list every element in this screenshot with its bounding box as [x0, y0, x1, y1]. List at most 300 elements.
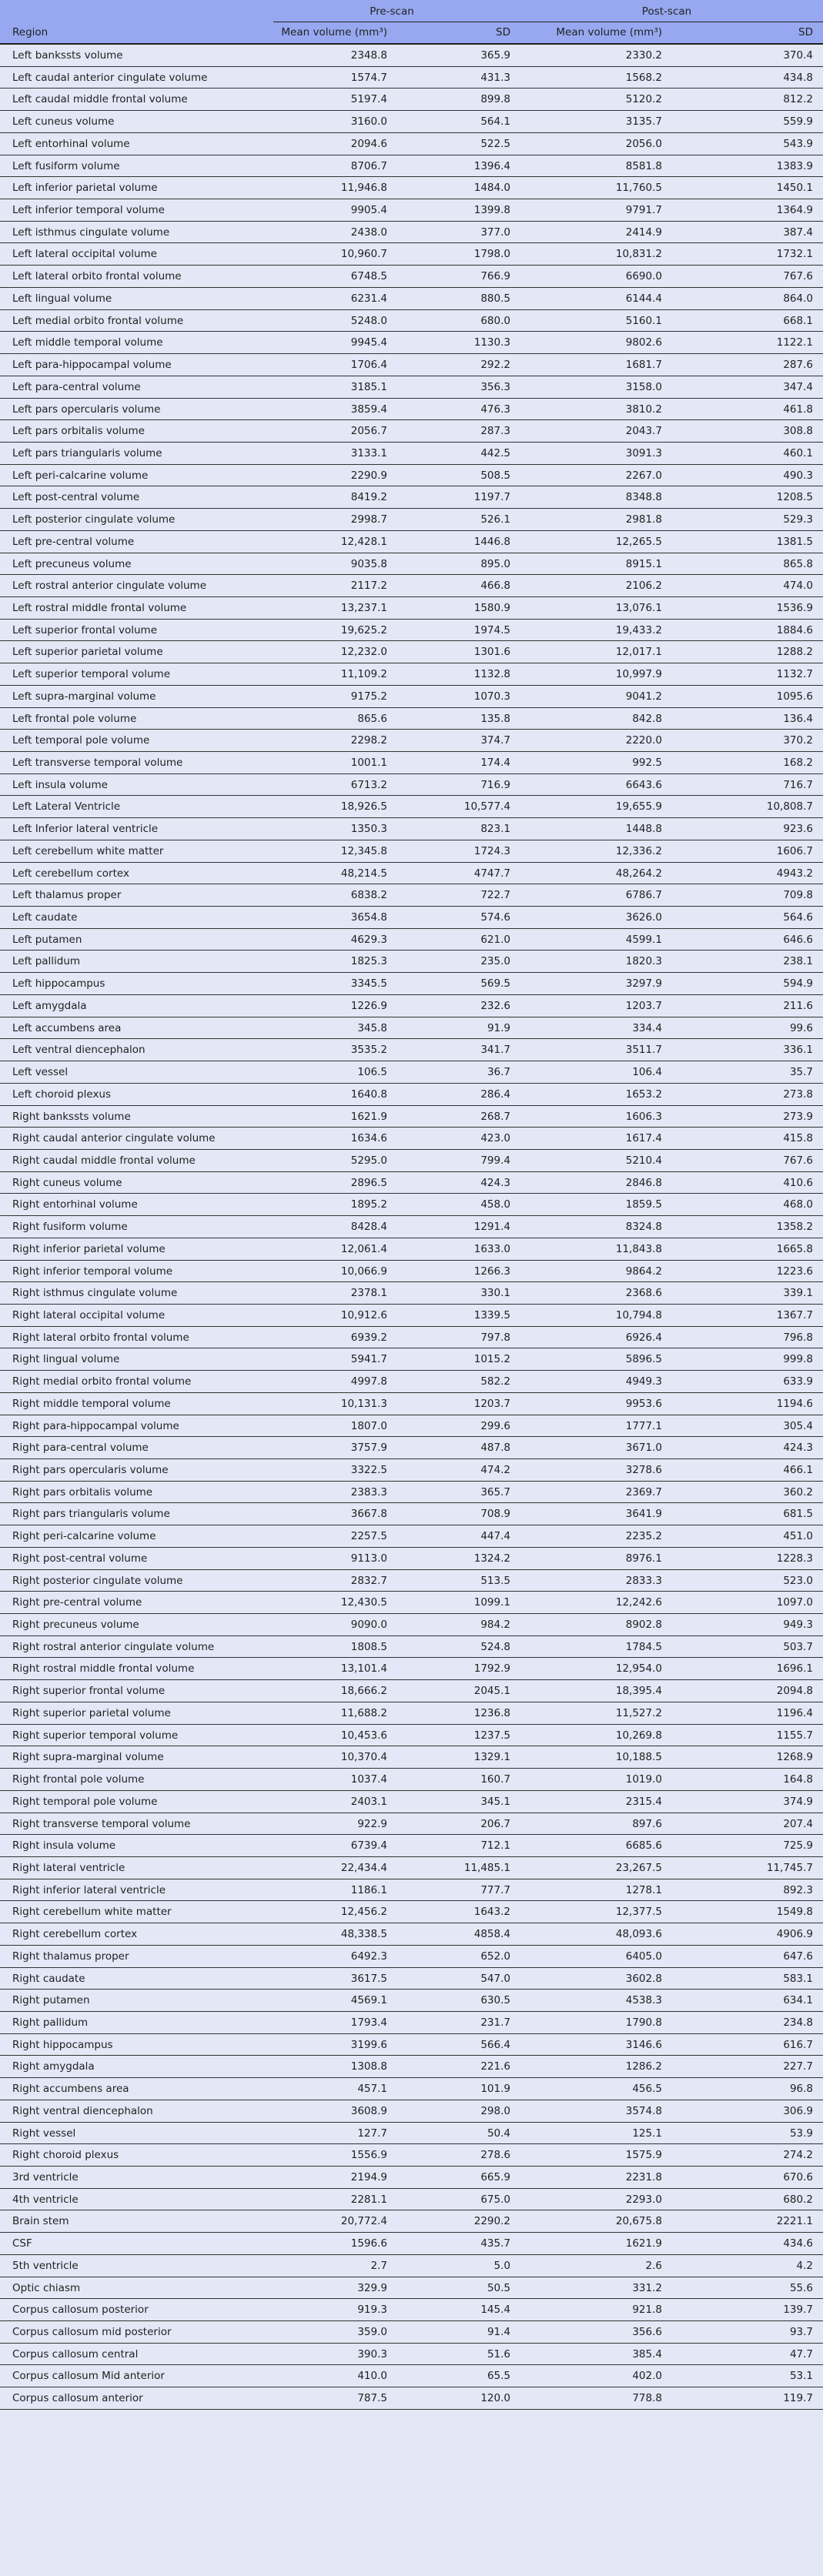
pre-sd-cell: 424.3: [480, 1176, 510, 1189]
pre-sd-cell: 299.6: [480, 1419, 510, 1432]
table-row: [0, 1658, 823, 1680]
table-row: [0, 1548, 823, 1570]
region-cell: Left bankssts volume: [12, 49, 123, 62]
post-sd-cell: 99.6: [789, 1021, 813, 1034]
pre-mean-cell: 9945.4: [350, 336, 387, 349]
post-mean-cell: 2315.4: [625, 1795, 662, 1808]
post-mean-cell: 1790.8: [625, 2016, 662, 2029]
post-sd-cell: 287.6: [783, 359, 813, 372]
region-cell: Left inferior parietal volume: [12, 182, 158, 195]
post-mean-cell: 402.0: [632, 2370, 662, 2383]
post-mean-cell: 1784.5: [625, 1640, 662, 1653]
pre-sd-cell: 1396.4: [473, 159, 510, 172]
region-cell: Left post-central volume: [12, 491, 140, 504]
pre-mean-cell: 1621.9: [350, 1110, 387, 1123]
pre-sd-cell: 1070.3: [473, 690, 510, 703]
post-sd-cell: 1358.2: [776, 1221, 813, 1234]
pre-sd-cell: 50.4: [487, 2127, 510, 2140]
pre-mean-cell: 2194.9: [350, 2171, 387, 2183]
region-cell: Left frontal pole volume: [12, 712, 137, 725]
post-mean-cell: 6144.4: [625, 292, 662, 305]
post-sd-cell: 139.7: [783, 2304, 813, 2317]
post-mean-cell: 1019.0: [625, 1773, 662, 1786]
pre-sd-cell: 899.8: [480, 93, 510, 106]
post-sd-cell: 681.5: [783, 1508, 813, 1521]
pre-mean-cell: 2403.1: [350, 1795, 387, 1808]
pre-sd-cell: 145.4: [480, 2304, 510, 2317]
table-row: [0, 354, 823, 376]
region-cell: Left amygdala: [12, 999, 87, 1012]
pre-sd-cell: 513.5: [480, 1574, 510, 1587]
post-mean-cell: 10,188.5: [615, 1751, 662, 1764]
pre-mean-cell: 3322.5: [350, 1464, 387, 1476]
post-sd-cell: 466.1: [783, 1464, 813, 1476]
region-cell: Left caudal anterior cingulate volume: [12, 71, 208, 84]
region-cell: Corpus callosum central: [12, 2347, 139, 2360]
region-cell: Right para-hippocampal volume: [12, 1419, 179, 1432]
post-mean-cell: 1859.5: [625, 1198, 662, 1211]
post-mean-cell: 11,843.8: [615, 1242, 662, 1255]
region-cell: Right lingual volume: [12, 1353, 120, 1366]
pre-mean-cell: 1706.4: [350, 359, 387, 372]
pre-mean-cell: 3608.9: [350, 2104, 387, 2117]
region-cell: Right transverse temporal volume: [12, 1817, 191, 1830]
post-mean-cell: 6405.0: [625, 1950, 662, 1963]
pre-sd-cell: 365.9: [480, 49, 510, 62]
pre-mean-cell: 11,109.2: [340, 668, 387, 681]
pre-sd-cell: 206.7: [480, 1817, 510, 1830]
pre-sd-cell: 10,577.4: [463, 800, 510, 814]
post-sd-cell: 207.4: [783, 1817, 813, 1830]
pre-sd-cell: 766.9: [480, 270, 510, 283]
pre-mean-cell: 787.5: [357, 2392, 387, 2405]
post-mean-cell: 3810.2: [625, 403, 662, 416]
table-row: [0, 575, 823, 597]
table-row: [0, 1570, 823, 1592]
region-cell: Left isthmus cingulate volume: [12, 226, 170, 239]
table-row: [0, 1746, 823, 1769]
post-sd-cell: 4906.9: [776, 1928, 813, 1941]
table-row: [0, 2255, 823, 2277]
region-cell: Left rostral anterior cingulate volume: [12, 580, 207, 593]
table-row: [0, 1150, 823, 1172]
post-mean-cell: 1621.9: [625, 2237, 662, 2250]
table-row: [0, 1636, 823, 1659]
pre-mean-cell: 12,456.2: [340, 1906, 387, 1919]
post-sd-cell: 1095.6: [776, 690, 813, 703]
pre-mean-cell: 8428.4: [350, 1221, 387, 1234]
table-row: [0, 863, 823, 885]
table-row: [0, 1482, 823, 1504]
pre-mean-cell: 2290.9: [350, 469, 387, 482]
pre-sd-cell: 621.0: [480, 933, 510, 946]
pre-mean-cell: 9090.0: [350, 1619, 387, 1632]
table-row: [0, 1305, 823, 1327]
pre-sd-cell: 4858.4: [473, 1928, 510, 1941]
table-row: [0, 1680, 823, 1702]
post-mean-cell: 1606.3: [625, 1110, 662, 1123]
pre-mean-cell: 9175.2: [350, 690, 387, 703]
table-row: [0, 486, 823, 509]
pre-mean-cell: 6492.3: [350, 1950, 387, 1963]
pre-mean-cell: 8419.2: [350, 491, 387, 504]
post-sd-cell: 2221.1: [776, 2215, 813, 2228]
pre-mean-cell: 6838.2: [350, 889, 387, 902]
table-row: [0, 2167, 823, 2189]
pre-mean-cell: 12,428.1: [340, 535, 387, 548]
post-mean-column-header: Mean volume (mm³): [556, 26, 662, 38]
region-cell: Left lingual volume: [12, 292, 112, 305]
table-row: [0, 1039, 823, 1061]
post-mean-cell: 331.2: [632, 2281, 662, 2294]
post-sd-cell: 234.8: [783, 2016, 813, 2029]
table-row: [0, 1415, 823, 1438]
region-cell: Right caudal anterior cingulate volume: [12, 1132, 216, 1145]
region-cell: Left ventral diencephalon: [12, 1044, 146, 1057]
post-sd-cell: 11,745.7: [766, 1861, 813, 1874]
region-cell: Corpus callosum mid posterior: [12, 2326, 172, 2339]
pre-mean-cell: 11,688.2: [340, 1706, 387, 1719]
post-mean-cell: 12,336.2: [615, 844, 662, 857]
post-mean-cell: 10,794.8: [615, 1308, 662, 1321]
pre-mean-cell: 390.3: [357, 2347, 387, 2360]
region-cell: Right inferior lateral ventricle: [12, 1883, 166, 1896]
post-sd-cell: 1367.7: [776, 1308, 813, 1321]
pre-mean-cell: 127.7: [357, 2127, 387, 2140]
pre-mean-cell: 2257.5: [350, 1530, 387, 1543]
table-row: [0, 199, 823, 222]
post-sd-cell: 767.6: [783, 270, 813, 283]
pre-sd-cell: 547.0: [480, 1972, 510, 1985]
post-mean-cell: 3297.9: [625, 977, 662, 991]
post-mean-cell: 2368.6: [625, 1287, 662, 1300]
post-sd-cell: 668.1: [783, 314, 813, 327]
table-row: [0, 2144, 823, 2167]
pre-mean-cell: 1186.1: [350, 1883, 387, 1896]
region-cell: Left medial orbito frontal volume: [12, 314, 184, 327]
table-row: [0, 1835, 823, 1857]
pre-mean-cell: 2832.7: [350, 1574, 387, 1587]
region-cell: Right rostral middle frontal volume: [12, 1662, 195, 1676]
pre-mean-cell: 2056.7: [350, 425, 387, 438]
post-sd-cell: 370.2: [783, 734, 813, 747]
post-sd-cell: 1288.2: [776, 646, 813, 659]
table-row: [0, 907, 823, 929]
pre-sd-cell: 680.0: [480, 314, 510, 327]
region-cell: Left posterior cingulate volume: [12, 513, 176, 526]
pre-sd-cell: 665.9: [480, 2171, 510, 2183]
pre-mean-cell: 6939.2: [350, 1331, 387, 1344]
post-sd-cell: 370.4: [783, 49, 813, 62]
region-cell: Left fusiform volume: [12, 159, 120, 172]
pre-mean-cell: 4569.1: [350, 1994, 387, 2007]
table-row: [0, 420, 823, 443]
post-mean-cell: 2330.2: [625, 49, 662, 62]
pre-sd-cell: 160.7: [480, 1773, 510, 1786]
pre-sd-cell: 174.4: [480, 757, 510, 769]
post-sd-cell: 812.2: [783, 93, 813, 106]
pre-sd-cell: 474.2: [480, 1464, 510, 1476]
table-row: [0, 288, 823, 310]
post-sd-cell: 273.8: [783, 1088, 813, 1101]
region-cell: Right precuneus volume: [12, 1619, 139, 1632]
pre-mean-cell: 48,338.5: [340, 1928, 387, 1941]
table-row: [0, 1282, 823, 1305]
post-mean-cell: 992.5: [632, 757, 662, 769]
pre-mean-cell: 6231.4: [350, 292, 387, 305]
table-row: [0, 686, 823, 708]
pre-sd-cell: 880.5: [480, 292, 510, 305]
table-row: [0, 1459, 823, 1482]
post-mean-cell: 1777.1: [625, 1419, 662, 1432]
post-sd-cell: 347.4: [783, 380, 813, 393]
pre-mean-cell: 5248.0: [350, 314, 387, 327]
pre-mean-cell: 10,960.7: [340, 248, 387, 261]
post-mean-cell: 19,655.9: [615, 800, 662, 814]
table-row: [0, 2299, 823, 2321]
pre-mean-cell: 106.5: [357, 1066, 387, 1079]
post-mean-cell: 6643.6: [625, 778, 662, 791]
post-sd-cell: 238.1: [783, 955, 813, 968]
pre-mean-cell: 13,101.4: [340, 1662, 387, 1676]
pre-mean-cell: 3757.9: [350, 1442, 387, 1455]
table-row: [0, 2344, 823, 2366]
region-cell: Corpus callosum posterior: [12, 2304, 149, 2317]
pre-mean-cell: 2094.6: [350, 137, 387, 150]
pre-mean-cell: 6739.4: [350, 1839, 387, 1853]
pre-sd-cell: 722.7: [480, 889, 510, 902]
post-sd-cell: 1223.6: [776, 1265, 813, 1278]
post-mean-cell: 19,433.2: [615, 623, 662, 636]
post-sd-cell: 211.6: [783, 999, 813, 1012]
post-mean-cell: 4599.1: [625, 933, 662, 946]
post-sd-cell: 35.7: [789, 1066, 813, 1079]
post-sd-cell: 709.8: [783, 889, 813, 902]
region-cell: Right pars opercularis volume: [12, 1464, 169, 1476]
pre-sd-cell: 120.0: [480, 2392, 510, 2405]
table-row: [0, 641, 823, 663]
pre-sd-cell: 1324.2: [473, 1552, 510, 1565]
pre-mean-cell: 3617.5: [350, 1972, 387, 1985]
region-cell: Right lateral ventricle: [12, 1861, 125, 1874]
pre-mean-cell: 4629.3: [350, 933, 387, 946]
post-mean-cell: 1653.2: [625, 1088, 662, 1101]
pre-mean-cell: 10,912.6: [340, 1308, 387, 1321]
table-row: [0, 1990, 823, 2012]
pre-sd-cell: 374.7: [480, 734, 510, 747]
table-row: [0, 2123, 823, 2145]
post-mean-cell: 3278.6: [625, 1464, 662, 1476]
pre-sd-cell: 1633.0: [473, 1242, 510, 1255]
post-sd-column-header: SD: [798, 26, 813, 38]
post-mean-cell: 1575.9: [625, 2149, 662, 2162]
pre-mean-cell: 48,214.5: [340, 867, 387, 880]
post-mean-cell: 2369.7: [625, 1485, 662, 1498]
pre-mean-cell: 3535.2: [350, 1044, 387, 1057]
pre-mean-cell: 11,946.8: [340, 182, 387, 195]
post-mean-cell: 2235.2: [625, 1530, 662, 1543]
post-mean-cell: 2220.0: [625, 734, 662, 747]
post-mean-cell: 2106.2: [625, 580, 662, 593]
region-cell: Right pars orbitalis volume: [12, 1485, 153, 1498]
post-mean-cell: 12,017.1: [615, 646, 662, 659]
region-cell: Corpus callosum Mid anterior: [12, 2370, 165, 2383]
region-cell: Left cerebellum white matter: [12, 844, 164, 857]
pre-mean-cell: 12,345.8: [340, 844, 387, 857]
region-cell: Left para-central volume: [12, 380, 141, 393]
pre-sd-cell: 1798.0: [473, 248, 510, 261]
region-column-header: Region: [12, 26, 49, 38]
table-row: [0, 310, 823, 332]
post-mean-cell: 20,675.8: [615, 2215, 662, 2228]
pre-mean-cell: 9113.0: [350, 1552, 387, 1565]
pre-sd-cell: 1291.4: [473, 1221, 510, 1234]
post-sd-cell: 796.8: [783, 1331, 813, 1344]
table-row: [0, 1813, 823, 1836]
region-cell: Left pre-central volume: [12, 535, 135, 548]
table-row: [0, 1879, 823, 1902]
post-mean-cell: 897.6: [632, 1817, 662, 1830]
table-row: [0, 1017, 823, 1040]
table-row: [0, 929, 823, 951]
region-cell: Right posterior cingulate volume: [12, 1574, 183, 1587]
pre-sd-cell: 1301.6: [473, 646, 510, 659]
region-cell: Right superior frontal volume: [12, 1685, 166, 1698]
region-cell: Left insula volume: [12, 778, 108, 791]
pre-mean-cell: 6748.5: [350, 270, 387, 283]
region-cell: Right para-central volume: [12, 1442, 149, 1455]
region-cell: Right supra-marginal volume: [12, 1751, 164, 1764]
table-row: [0, 1791, 823, 1813]
pre-mean-cell: 1226.9: [350, 999, 387, 1012]
post-sd-cell: 474.0: [783, 580, 813, 593]
table-row: [0, 1946, 823, 1968]
pre-mean-cell: 10,066.9: [340, 1265, 387, 1278]
pre-mean-cell: 2348.8: [350, 49, 387, 62]
pre-mean-cell: 410.0: [357, 2370, 387, 2383]
pre-mean-cell: 18,926.5: [340, 800, 387, 814]
pre-sd-cell: 377.0: [480, 226, 510, 239]
region-cell: Right hippocampus: [12, 2038, 113, 2051]
post-mean-cell: 3146.6: [625, 2038, 662, 2051]
pre-mean-cell: 1807.0: [350, 1419, 387, 1432]
pre-mean-cell: 3185.1: [350, 380, 387, 393]
pre-mean-cell: 1640.8: [350, 1088, 387, 1101]
post-mean-cell: 12,242.6: [615, 1596, 662, 1609]
post-sd-cell: 647.6: [783, 1950, 813, 1963]
post-sd-cell: 434.6: [783, 2237, 813, 2250]
table-row: [0, 1327, 823, 1349]
pre-sd-cell: 442.5: [480, 446, 510, 459]
pre-mean-cell: 20,772.4: [340, 2215, 387, 2228]
table-row: [0, 2034, 823, 2056]
table-row: [0, 266, 823, 288]
pre-sd-cell: 447.4: [480, 1530, 510, 1543]
table-row: [0, 2100, 823, 2123]
region-cell: CSF: [12, 2237, 32, 2250]
post-sd-cell: 1450.1: [776, 182, 813, 195]
table-row: [0, 1238, 823, 1261]
region-cell: Right caudal middle frontal volume: [12, 1154, 196, 1167]
pre-mean-cell: 2383.3: [350, 1485, 387, 1498]
pre-mean-cell: 9035.8: [350, 557, 387, 570]
region-cell: Right peri-calcarine volume: [12, 1530, 156, 1543]
region-cell: Right rostral anterior cingulate volume: [12, 1640, 215, 1653]
table-row: [0, 752, 823, 774]
post-sd-cell: 360.2: [783, 1485, 813, 1498]
post-mean-cell: 3135.7: [625, 115, 662, 129]
post-sd-cell: 1122.1: [776, 336, 813, 349]
table-row: [0, 1769, 823, 1791]
region-cell: Left superior temporal volume: [12, 668, 171, 681]
post-sd-cell: 1383.9: [776, 159, 813, 172]
region-cell: Left pallidum: [12, 955, 81, 968]
post-mean-cell: 8902.8: [625, 1619, 662, 1632]
post-sd-cell: 594.9: [783, 977, 813, 991]
table-row: [0, 796, 823, 818]
region-cell: Left cerebellum cortex: [12, 867, 129, 880]
post-mean-cell: 2.6: [645, 2259, 662, 2272]
pre-sd-cell: 797.8: [480, 1331, 510, 1344]
pre-mean-cell: 10,370.4: [340, 1751, 387, 1764]
post-sd-cell: 339.1: [783, 1287, 813, 1300]
table-row: [0, 177, 823, 199]
post-sd-cell: 725.9: [783, 1839, 813, 1853]
pre-sd-cell: 458.0: [480, 1198, 510, 1211]
region-cell: Left entorhinal volume: [12, 137, 130, 150]
table-row: [0, 89, 823, 111]
table-body: [0, 45, 823, 2410]
pre-sd-cell: 1484.0: [473, 182, 510, 195]
post-mean-cell: 12,377.5: [615, 1906, 662, 1919]
table-row: [0, 443, 823, 465]
post-mean-cell: 2267.0: [625, 469, 662, 482]
post-mean-cell: 842.8: [632, 712, 662, 725]
table-row: [0, 2321, 823, 2344]
table-row: [0, 2233, 823, 2255]
pre-sd-cell: 235.0: [480, 955, 510, 968]
pre-sd-cell: 431.3: [480, 71, 510, 84]
pre-sd-cell: 476.3: [480, 403, 510, 416]
region-cell: Right choroid plexus: [12, 2149, 119, 2162]
post-mean-cell: 48,264.2: [615, 867, 662, 880]
post-mean-cell: 8348.8: [625, 491, 662, 504]
table-row: [0, 2365, 823, 2387]
post-mean-cell: 23,267.5: [615, 1861, 662, 1874]
table-row: [0, 1216, 823, 1238]
region-cell: Right pre-central volume: [12, 1596, 142, 1609]
pre-mean-cell: 345.8: [357, 1021, 387, 1034]
post-sd-cell: 306.9: [783, 2104, 813, 2117]
pre-sd-cell: 522.5: [480, 137, 510, 150]
region-cell: Left inferior temporal volume: [12, 204, 165, 217]
region-cell: Right inferior parietal volume: [12, 1242, 166, 1255]
post-mean-cell: 5160.1: [625, 314, 662, 327]
post-mean-cell: 5896.5: [625, 1353, 662, 1366]
pre-sd-cell: 435.7: [480, 2237, 510, 2250]
table-row: [0, 45, 823, 67]
pre-sd-cell: 582.2: [480, 1375, 510, 1388]
region-cell: Right inferior temporal volume: [12, 1265, 173, 1278]
post-sd-cell: 529.3: [783, 513, 813, 526]
post-sd-cell: 564.6: [783, 911, 813, 924]
post-sd-cell: 461.8: [783, 403, 813, 416]
region-cell: 4th ventricle: [12, 2193, 79, 2206]
pre-sd-cell: 708.9: [480, 1508, 510, 1521]
region-cell: Right superior parietal volume: [12, 1706, 171, 1719]
post-mean-cell: 10,269.8: [615, 1729, 662, 1742]
post-sd-cell: 1132.7: [776, 668, 813, 681]
